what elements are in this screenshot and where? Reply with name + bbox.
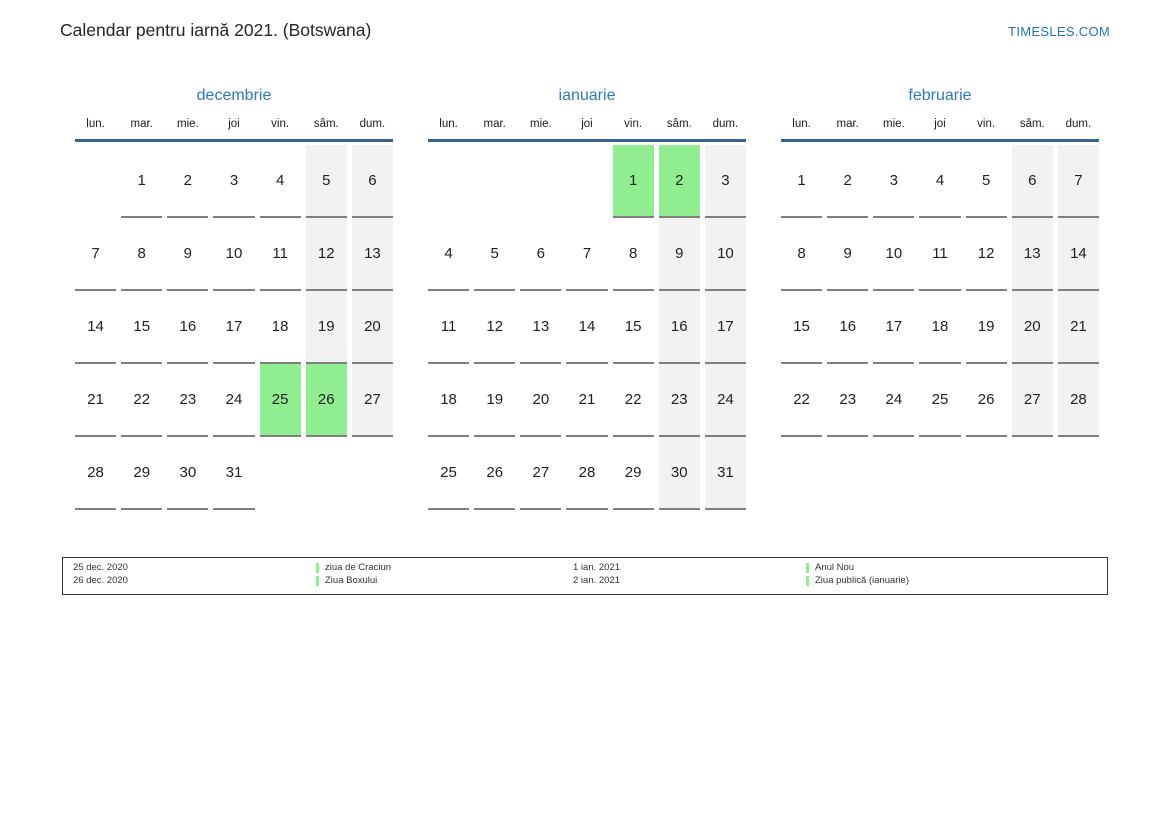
day-cell: 24 <box>213 364 254 437</box>
day-cell: 2 <box>827 145 868 218</box>
day-cell: 11 <box>919 218 960 291</box>
day-cell: 9 <box>167 218 208 291</box>
empty-cell <box>520 145 561 218</box>
day-cell: 4 <box>260 145 301 218</box>
day-cell: 23 <box>659 364 700 437</box>
weekday-label: sâm. <box>1019 118 1045 130</box>
day-cell: 16 <box>827 291 868 364</box>
weekday-label: dum. <box>712 118 739 130</box>
day-cell: 10 <box>873 218 914 291</box>
day-cell: 2 <box>167 145 208 218</box>
day-cell: 12 <box>966 218 1007 291</box>
weekday-label: mar. <box>483 118 506 130</box>
day-cell: 30 <box>659 437 700 510</box>
weekday-label: mie. <box>882 118 905 130</box>
day-cell: 18 <box>919 291 960 364</box>
holiday-marker-icon <box>316 563 319 573</box>
day-cell: 20 <box>520 364 561 437</box>
day-cell: 16 <box>659 291 700 364</box>
day-cell: 7 <box>566 218 607 291</box>
day-cell: 8 <box>613 218 654 291</box>
header-rule <box>428 139 746 142</box>
empty-cell <box>566 145 607 218</box>
day-cell: 25 <box>260 364 301 437</box>
month-title: ianuarie <box>558 87 616 104</box>
day-cell: 22 <box>781 364 822 437</box>
empty-cell <box>306 437 347 510</box>
weekday-label: lun. <box>439 118 458 130</box>
day-cell: 31 <box>213 437 254 510</box>
day-cell: 13 <box>1012 218 1053 291</box>
legend-label: Anul Nou <box>815 562 855 573</box>
day-cell: 30 <box>167 437 208 510</box>
day-cell: 22 <box>121 364 162 437</box>
legend-label: Ziua publică (ianuarie) <box>815 574 909 586</box>
day-grid <box>75 145 393 510</box>
day-cell: 5 <box>966 145 1007 218</box>
day-cell: 10 <box>705 218 746 291</box>
weekday-label: sâm. <box>666 118 692 130</box>
day-cell: 31 <box>705 437 746 510</box>
day-cell: 4 <box>919 145 960 218</box>
day-cell: 15 <box>781 291 822 364</box>
legend-date: 2 ian. 2021 <box>573 574 621 586</box>
day-cell: 11 <box>260 218 301 291</box>
day-cell: 1 <box>781 145 822 218</box>
legend-label: ziua de Craciun <box>325 562 392 573</box>
weekday-label: mar. <box>836 118 859 130</box>
day-cell: 21 <box>566 364 607 437</box>
day-cell: 3 <box>705 145 746 218</box>
empty-cell <box>260 437 301 510</box>
page-title: Calendar pentru iarnă 2021. (Botswana) <box>60 20 372 40</box>
header-rule <box>781 139 1099 142</box>
legend-entry <box>806 575 909 588</box>
day-cell: 2 <box>659 145 700 218</box>
day-cell: 6 <box>352 145 393 218</box>
day-cell: 26 <box>306 364 347 437</box>
weekday-label: joi <box>228 118 240 130</box>
day-cell: 21 <box>75 364 116 437</box>
weekday-label: vin. <box>977 118 996 130</box>
day-cell: 5 <box>474 218 515 291</box>
day-cell: 27 <box>520 437 561 510</box>
day-cell: 25 <box>919 364 960 437</box>
day-cell: 8 <box>121 218 162 291</box>
weekday-header-row <box>781 118 1099 139</box>
legend-names-group-1 <box>316 562 391 587</box>
day-cell: 20 <box>1012 291 1053 364</box>
weekday-header-row <box>428 118 746 139</box>
weekday-label: joi <box>581 118 593 130</box>
legend-entry <box>316 562 391 575</box>
day-cell: 5 <box>306 145 347 218</box>
legend-dates-group-1 <box>73 562 128 587</box>
day-cell: 18 <box>428 364 469 437</box>
day-cell: 18 <box>260 291 301 364</box>
day-cell: 12 <box>306 218 347 291</box>
day-cell: 7 <box>75 218 116 291</box>
holiday-legend <box>62 557 1108 595</box>
weekday-label: dum. <box>1065 118 1092 130</box>
day-cell: 11 <box>428 291 469 364</box>
month-calendar-decembrie <box>75 84 393 510</box>
day-cell: 14 <box>566 291 607 364</box>
day-cell: 1 <box>121 145 162 218</box>
day-cell: 17 <box>213 291 254 364</box>
month-title: februarie <box>908 87 972 104</box>
day-cell: 26 <box>966 364 1007 437</box>
day-cell: 21 <box>1058 291 1099 364</box>
day-cell: 1 <box>613 145 654 218</box>
legend-entry <box>806 562 909 575</box>
weekday-label: joi <box>934 118 946 130</box>
day-cell: 13 <box>352 218 393 291</box>
day-cell: 17 <box>705 291 746 364</box>
weekday-header-row <box>75 118 393 139</box>
day-cell: 10 <box>213 218 254 291</box>
legend-names-group-2 <box>806 562 909 587</box>
day-cell: 6 <box>1012 145 1053 218</box>
day-cell: 15 <box>121 291 162 364</box>
holiday-marker-icon <box>806 576 809 586</box>
legend-entry <box>316 575 391 588</box>
month-calendar-februarie <box>781 84 1099 510</box>
month-title: decembrie <box>196 87 272 104</box>
holiday-marker-icon <box>316 576 319 586</box>
weekday-label: mie. <box>176 118 199 130</box>
empty-cell <box>75 145 116 218</box>
day-cell: 27 <box>352 364 393 437</box>
day-cell: 9 <box>659 218 700 291</box>
weekday-label: mie. <box>529 118 552 130</box>
calendar-row <box>75 84 1099 510</box>
legend-dates-group-2 <box>573 562 620 587</box>
weekday-label: lun. <box>86 118 105 130</box>
weekday-label: mar. <box>130 118 153 130</box>
header-rule <box>75 139 393 142</box>
day-cell: 29 <box>121 437 162 510</box>
day-cell: 3 <box>213 145 254 218</box>
legend-label: Ziua Boxului <box>325 574 378 586</box>
day-cell: 13 <box>520 291 561 364</box>
day-cell: 15 <box>613 291 654 364</box>
day-cell: 28 <box>1058 364 1099 437</box>
day-cell: 16 <box>167 291 208 364</box>
weekday-label: vin. <box>271 118 290 130</box>
day-cell: 28 <box>566 437 607 510</box>
day-cell: 19 <box>474 364 515 437</box>
day-cell: 22 <box>613 364 654 437</box>
day-cell: 20 <box>352 291 393 364</box>
day-grid <box>781 145 1099 437</box>
legend-date: 26 dec. 2020 <box>73 574 128 586</box>
day-cell: 7 <box>1058 145 1099 218</box>
day-cell: 23 <box>167 364 208 437</box>
day-cell: 9 <box>827 218 868 291</box>
day-cell: 24 <box>705 364 746 437</box>
day-cell: 12 <box>474 291 515 364</box>
day-cell: 23 <box>827 364 868 437</box>
day-cell: 28 <box>75 437 116 510</box>
day-cell: 19 <box>966 291 1007 364</box>
weekday-label: vin. <box>624 118 643 130</box>
holiday-marker-icon <box>806 563 809 573</box>
weekday-label: sâm. <box>313 118 339 130</box>
day-cell: 19 <box>306 291 347 364</box>
legend-date: 1 ian. 2021 <box>573 562 621 573</box>
day-cell: 4 <box>428 218 469 291</box>
day-cell: 26 <box>474 437 515 510</box>
day-cell: 6 <box>520 218 561 291</box>
empty-cell <box>474 145 515 218</box>
empty-cell <box>352 437 393 510</box>
day-cell: 24 <box>873 364 914 437</box>
weekday-label: lun. <box>792 118 811 130</box>
day-cell: 29 <box>613 437 654 510</box>
month-calendar-ianuarie <box>428 84 746 510</box>
day-grid <box>428 145 746 510</box>
legend-date: 25 dec. 2020 <box>73 562 128 573</box>
brand-link[interactable]: TIMESLES.COM <box>1008 24 1110 39</box>
day-cell: 25 <box>428 437 469 510</box>
day-cell: 14 <box>1058 218 1099 291</box>
day-cell: 8 <box>781 218 822 291</box>
day-cell: 14 <box>75 291 116 364</box>
day-cell: 27 <box>1012 364 1053 437</box>
day-cell: 17 <box>873 291 914 364</box>
weekday-label: dum. <box>359 118 386 130</box>
empty-cell <box>428 145 469 218</box>
day-cell: 3 <box>873 145 914 218</box>
